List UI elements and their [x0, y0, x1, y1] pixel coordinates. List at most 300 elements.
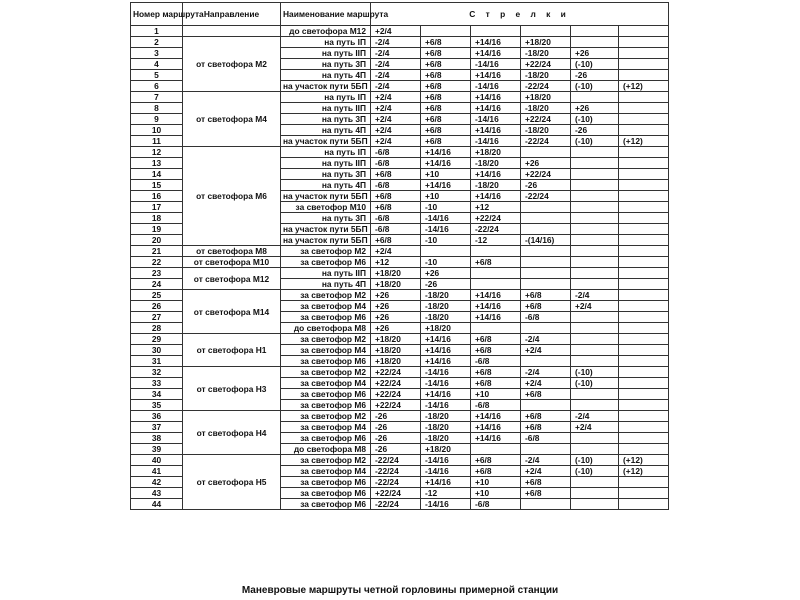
route-number-cell: 40	[131, 455, 183, 466]
switch-cell	[571, 488, 619, 499]
switch-cell: -26	[521, 180, 571, 191]
switch-cell	[619, 367, 669, 378]
switch-cell: +6/8	[371, 202, 421, 213]
header-route-number: Номер маршрута	[131, 3, 183, 26]
switch-cell: +14/16	[471, 312, 521, 323]
switch-cell: +18/20	[371, 279, 421, 290]
route-number-cell: 35	[131, 400, 183, 411]
switch-cell: +14/16	[421, 477, 471, 488]
switch-cell: (-10)	[571, 378, 619, 389]
route-number-cell: 31	[131, 356, 183, 367]
switch-cell	[619, 290, 669, 301]
switch-cell	[619, 279, 669, 290]
switch-cell: +22/24	[521, 114, 571, 125]
switch-cell: +10	[471, 389, 521, 400]
switch-cell	[521, 257, 571, 268]
header-row	[131, 3, 669, 26]
switch-cell: +22/24	[471, 213, 521, 224]
switch-cell	[619, 114, 669, 125]
switch-cell	[421, 246, 471, 257]
switch-cell: -14/16	[471, 81, 521, 92]
switch-cell	[571, 202, 619, 213]
switch-cell: +6/8	[421, 48, 471, 59]
switch-cell	[619, 246, 669, 257]
switch-cell: +14/16	[471, 70, 521, 81]
switch-cell	[619, 389, 669, 400]
switch-cell	[521, 356, 571, 367]
switch-cell: -14/16	[471, 59, 521, 70]
switch-cell	[571, 433, 619, 444]
switch-cell	[571, 389, 619, 400]
route-number-cell: 5	[131, 70, 183, 81]
route-number-cell: 25	[131, 290, 183, 301]
switch-cell	[571, 147, 619, 158]
route-name-cell: за светофор М2	[281, 290, 371, 301]
switch-cell: -22/24	[521, 136, 571, 147]
switch-cell: +26	[371, 301, 421, 312]
switch-cell: +14/16	[471, 92, 521, 103]
switch-cell	[619, 433, 669, 444]
route-name-cell: на участок пути 5БП	[281, 224, 371, 235]
route-name-cell: на путь 4П	[281, 125, 371, 136]
route-name-cell: за светофор М6	[281, 488, 371, 499]
route-number-cell: 41	[131, 466, 183, 477]
switch-cell	[571, 312, 619, 323]
switch-cell: +2/4	[371, 26, 421, 37]
switch-cell: -2/4	[371, 70, 421, 81]
direction-cell	[183, 26, 281, 37]
switch-cell: (-10)	[571, 136, 619, 147]
route-number-cell: 13	[131, 158, 183, 169]
switch-cell: +14/16	[471, 433, 521, 444]
direction-cell: от светофора М4	[183, 92, 281, 147]
switch-cell	[619, 477, 669, 488]
route-name-cell: за светофор М2	[281, 455, 371, 466]
switch-cell: -26	[421, 279, 471, 290]
switch-cell	[521, 213, 571, 224]
direction-cell: от светофора Н3	[183, 367, 281, 411]
route-number-cell: 22	[131, 257, 183, 268]
route-number-cell: 43	[131, 488, 183, 499]
switch-cell: +6/8	[471, 257, 521, 268]
switch-cell: +6/8	[421, 37, 471, 48]
switch-cell	[619, 147, 669, 158]
switch-cell: +22/24	[371, 400, 421, 411]
switch-cell	[619, 70, 669, 81]
switch-cell: (+12)	[619, 466, 669, 477]
switch-cell: -2/4	[571, 411, 619, 422]
switch-cell: -14/16	[421, 378, 471, 389]
table-row	[131, 257, 669, 268]
route-name-cell: на путь 4П	[281, 279, 371, 290]
table-caption: Маневровые маршруты четной горловины примерной станции	[241, 585, 559, 596]
header-direction: Направление	[183, 3, 281, 26]
table-row	[131, 147, 669, 158]
direction-cell: от светофора М8	[183, 246, 281, 257]
table-row	[131, 246, 669, 257]
switch-cell: +26	[371, 323, 421, 334]
route-number-cell: 23	[131, 268, 183, 279]
switch-cell: -2/4	[571, 290, 619, 301]
switch-cell: +2/4	[371, 125, 421, 136]
switch-cell: +6/8	[521, 477, 571, 488]
switch-cell: -14/16	[421, 499, 471, 510]
switch-cell: +6/8	[471, 378, 521, 389]
switch-cell	[571, 26, 619, 37]
route-name-cell: на путь 4П	[281, 70, 371, 81]
route-name-cell: за светофор М4	[281, 422, 371, 433]
switch-cell: -22/24	[521, 191, 571, 202]
route-name-cell: за светофор М2	[281, 411, 371, 422]
route-name-cell: за светофор М10	[281, 202, 371, 213]
switch-cell: +14/16	[421, 345, 471, 356]
switch-cell: +6/8	[521, 422, 571, 433]
switch-cell	[571, 499, 619, 510]
route-name-cell: на путь IП	[281, 147, 371, 158]
switch-cell: -10	[421, 235, 471, 246]
switch-cell	[571, 400, 619, 411]
route-number-cell: 34	[131, 389, 183, 400]
table-row	[131, 455, 669, 466]
routes-body	[131, 26, 669, 510]
switch-cell: -6/8	[371, 224, 421, 235]
switch-cell	[619, 345, 669, 356]
switch-cell: +12	[471, 202, 521, 213]
switch-cell	[421, 26, 471, 37]
switch-cell	[619, 103, 669, 114]
switch-cell	[619, 59, 669, 70]
route-number-cell: 29	[131, 334, 183, 345]
switch-cell	[521, 202, 571, 213]
switch-cell: +18/20	[371, 268, 421, 279]
switch-cell: -18/20	[521, 48, 571, 59]
switch-cell: -18/20	[421, 422, 471, 433]
switch-cell	[521, 268, 571, 279]
switch-cell	[521, 147, 571, 158]
switch-cell: -6/8	[471, 499, 521, 510]
switch-cell	[571, 246, 619, 257]
switch-cell: +2/4	[371, 103, 421, 114]
switch-cell: +26	[571, 48, 619, 59]
switch-cell: -6/8	[521, 433, 571, 444]
switch-cell: (-10)	[571, 455, 619, 466]
switch-cell: -18/20	[471, 158, 521, 169]
switch-cell	[619, 92, 669, 103]
switch-cell	[521, 400, 571, 411]
route-number-cell: 33	[131, 378, 183, 389]
switch-cell: -2/4	[371, 59, 421, 70]
route-name-cell: за светофор М6	[281, 400, 371, 411]
switch-cell: +14/16	[471, 169, 521, 180]
route-number-cell: 15	[131, 180, 183, 191]
table-row	[131, 411, 669, 422]
switch-cell: -10	[421, 257, 471, 268]
switch-cell: -2/4	[371, 81, 421, 92]
switch-cell: +14/16	[471, 125, 521, 136]
switch-cell: -14/16	[421, 213, 471, 224]
switch-cell: +2/4	[371, 114, 421, 125]
switch-cell	[571, 191, 619, 202]
switch-cell	[619, 301, 669, 312]
direction-cell: от светофора Н4	[183, 411, 281, 455]
route-name-cell: за светофор М2	[281, 334, 371, 345]
switch-cell: +14/16	[421, 180, 471, 191]
route-number-cell: 27	[131, 312, 183, 323]
route-number-cell: 9	[131, 114, 183, 125]
switch-cell: +6/8	[471, 455, 521, 466]
switch-cell	[619, 180, 669, 191]
switch-cell	[521, 26, 571, 37]
switch-cell: +2/4	[571, 422, 619, 433]
switch-cell: -18/20	[521, 70, 571, 81]
switch-cell: -12	[471, 235, 521, 246]
switch-cell	[619, 323, 669, 334]
switch-cell: (+12)	[619, 136, 669, 147]
switch-cell: -2/4	[371, 37, 421, 48]
route-number-cell: 39	[131, 444, 183, 455]
switch-cell: +18/20	[421, 444, 471, 455]
switch-cell: +2/4	[571, 301, 619, 312]
switch-cell: -6/8	[371, 213, 421, 224]
route-name-cell: за светофор М6	[281, 499, 371, 510]
switch-cell: -(14/16)	[521, 235, 571, 246]
route-number-cell: 1	[131, 26, 183, 37]
route-number-cell: 8	[131, 103, 183, 114]
route-number-cell: 12	[131, 147, 183, 158]
header-route-name: Наименование маршрута	[281, 3, 371, 26]
switch-cell	[571, 169, 619, 180]
route-number-cell: 11	[131, 136, 183, 147]
switch-cell	[571, 356, 619, 367]
switch-cell: +2/4	[521, 378, 571, 389]
switch-cell	[619, 257, 669, 268]
switch-cell: -18/20	[421, 301, 471, 312]
switch-cell: +2/4	[371, 136, 421, 147]
switch-cell	[471, 279, 521, 290]
switch-cell	[619, 202, 669, 213]
switch-cell: +10	[421, 169, 471, 180]
switch-cell	[571, 444, 619, 455]
route-number-cell: 37	[131, 422, 183, 433]
switch-cell	[571, 279, 619, 290]
switch-cell: +6/8	[421, 114, 471, 125]
route-number-cell: 4	[131, 59, 183, 70]
route-name-cell: на путь IIП	[281, 103, 371, 114]
table-row	[131, 92, 669, 103]
switch-cell: +2/4	[371, 92, 421, 103]
switch-cell: -18/20	[421, 411, 471, 422]
switch-cell	[471, 26, 521, 37]
switch-cell: +6/8	[421, 59, 471, 70]
switch-cell: +12	[371, 257, 421, 268]
switch-cell: +14/16	[471, 37, 521, 48]
switch-cell	[619, 169, 669, 180]
switch-cell: -6/8	[371, 147, 421, 158]
switch-cell: -14/16	[421, 367, 471, 378]
route-number-cell: 24	[131, 279, 183, 290]
switch-cell	[571, 345, 619, 356]
switch-cell: -14/16	[421, 224, 471, 235]
switch-cell: -18/20	[521, 103, 571, 114]
switch-cell	[571, 257, 619, 268]
switch-cell: -14/16	[471, 136, 521, 147]
switch-cell: +10	[471, 488, 521, 499]
switch-cell: +14/16	[471, 103, 521, 114]
switch-cell: -22/24	[371, 477, 421, 488]
switch-cell	[521, 499, 571, 510]
switch-cell: +18/20	[371, 345, 421, 356]
switch-cell	[571, 477, 619, 488]
route-name-cell: на участок пути 5БП	[281, 191, 371, 202]
route-name-cell: на путь 3П	[281, 169, 371, 180]
switch-cell	[619, 224, 669, 235]
switch-cell	[571, 268, 619, 279]
switch-cell	[571, 158, 619, 169]
route-name-cell: на путь IIП	[281, 268, 371, 279]
table-row	[131, 334, 669, 345]
table-row	[131, 26, 669, 37]
switch-cell	[571, 224, 619, 235]
switch-cell: (-10)	[571, 59, 619, 70]
route-name-cell: на путь IП	[281, 92, 371, 103]
switch-cell	[521, 444, 571, 455]
route-number-cell: 6	[131, 81, 183, 92]
route-number-cell: 28	[131, 323, 183, 334]
table-row	[131, 367, 669, 378]
table-row	[131, 290, 669, 301]
switch-cell: +6/8	[421, 125, 471, 136]
route-name-cell: за светофор М4	[281, 345, 371, 356]
direction-cell: от светофора М10	[183, 257, 281, 268]
switch-cell: +6/8	[371, 235, 421, 246]
switch-cell: -6/8	[371, 180, 421, 191]
switch-cell: +22/24	[521, 169, 571, 180]
direction-cell: от светофора Н5	[183, 455, 281, 510]
direction-cell: от светофора Н1	[183, 334, 281, 367]
switch-cell: +26	[371, 290, 421, 301]
switch-cell	[571, 334, 619, 345]
switch-cell: -2/4	[521, 367, 571, 378]
switch-cell	[619, 26, 669, 37]
switch-cell	[571, 180, 619, 191]
route-name-cell: до светофора М8	[281, 444, 371, 455]
header-switches: С т р е л к и	[371, 3, 669, 26]
switch-cell: +6/8	[421, 92, 471, 103]
switch-cell: +6/8	[521, 290, 571, 301]
switch-cell: +22/24	[371, 488, 421, 499]
route-name-cell: на участок пути 5БП	[281, 235, 371, 246]
route-number-cell: 2	[131, 37, 183, 48]
direction-cell: от светофора М14	[183, 290, 281, 334]
switch-cell: -6/8	[471, 356, 521, 367]
switch-cell: +14/16	[421, 389, 471, 400]
switch-cell: +22/24	[521, 59, 571, 70]
switch-cell: +18/20	[471, 147, 521, 158]
switch-cell: +6/8	[421, 103, 471, 114]
switch-cell	[619, 334, 669, 345]
switch-cell	[619, 37, 669, 48]
route-name-cell: на путь IП	[281, 37, 371, 48]
switch-cell: +10	[421, 191, 471, 202]
switch-cell: -2/4	[521, 455, 571, 466]
switch-cell	[619, 400, 669, 411]
switch-cell: +6/8	[371, 191, 421, 202]
switch-cell	[619, 191, 669, 202]
switch-cell: (+12)	[619, 81, 669, 92]
route-number-cell: 19	[131, 224, 183, 235]
switch-cell: +22/24	[371, 389, 421, 400]
switch-cell	[571, 37, 619, 48]
switch-cell	[471, 268, 521, 279]
route-name-cell: до светофора М8	[281, 323, 371, 334]
switch-cell: -18/20	[421, 290, 471, 301]
switch-cell: +18/20	[371, 334, 421, 345]
switch-cell: -18/20	[471, 180, 521, 191]
switch-cell	[619, 499, 669, 510]
switch-cell: +18/20	[421, 323, 471, 334]
route-name-cell: за светофор М4	[281, 466, 371, 477]
switch-cell	[571, 92, 619, 103]
switch-cell: +6/8	[521, 488, 571, 499]
switch-cell: -22/24	[521, 81, 571, 92]
route-name-cell: на путь 3П	[281, 114, 371, 125]
switch-cell: +26	[421, 268, 471, 279]
switch-cell: -10	[421, 202, 471, 213]
route-name-cell: за светофор М2	[281, 367, 371, 378]
route-number-cell: 10	[131, 125, 183, 136]
switch-cell	[571, 235, 619, 246]
switch-cell: +14/16	[421, 356, 471, 367]
route-name-cell: на путь 4П	[281, 180, 371, 191]
switch-cell	[619, 48, 669, 59]
switch-cell: -26	[371, 411, 421, 422]
route-number-cell: 3	[131, 48, 183, 59]
switch-cell: +18/20	[521, 92, 571, 103]
route-number-cell: 30	[131, 345, 183, 356]
route-name-cell: на путь IIП	[281, 48, 371, 59]
route-number-cell: 32	[131, 367, 183, 378]
switch-cell	[619, 444, 669, 455]
switch-cell: -2/4	[371, 48, 421, 59]
switch-cell: -14/16	[421, 400, 471, 411]
switch-cell: (-10)	[571, 367, 619, 378]
switch-cell: +10	[471, 477, 521, 488]
switch-cell: -18/20	[521, 125, 571, 136]
route-number-cell: 7	[131, 92, 183, 103]
switch-cell: +14/16	[471, 422, 521, 433]
route-name-cell: за светофор М6	[281, 433, 371, 444]
switch-cell: -22/24	[371, 466, 421, 477]
switch-cell: +6/8	[471, 345, 521, 356]
route-number-cell: 42	[131, 477, 183, 488]
switch-cell	[571, 213, 619, 224]
switch-cell: -14/16	[421, 455, 471, 466]
switch-cell: -6/8	[521, 312, 571, 323]
direction-cell: от светофора М12	[183, 268, 281, 290]
route-number-cell: 21	[131, 246, 183, 257]
route-name-cell: за светофор М4	[281, 301, 371, 312]
switch-cell: -26	[571, 70, 619, 81]
switch-cell: -26	[371, 433, 421, 444]
switch-cell: +6/8	[521, 301, 571, 312]
switch-cell: (+12)	[619, 455, 669, 466]
switch-cell: +18/20	[371, 356, 421, 367]
route-number-cell: 18	[131, 213, 183, 224]
route-name-cell: до светофора М12	[281, 26, 371, 37]
switch-cell	[471, 444, 521, 455]
switch-cell	[619, 488, 669, 499]
switch-cell: +14/16	[421, 158, 471, 169]
